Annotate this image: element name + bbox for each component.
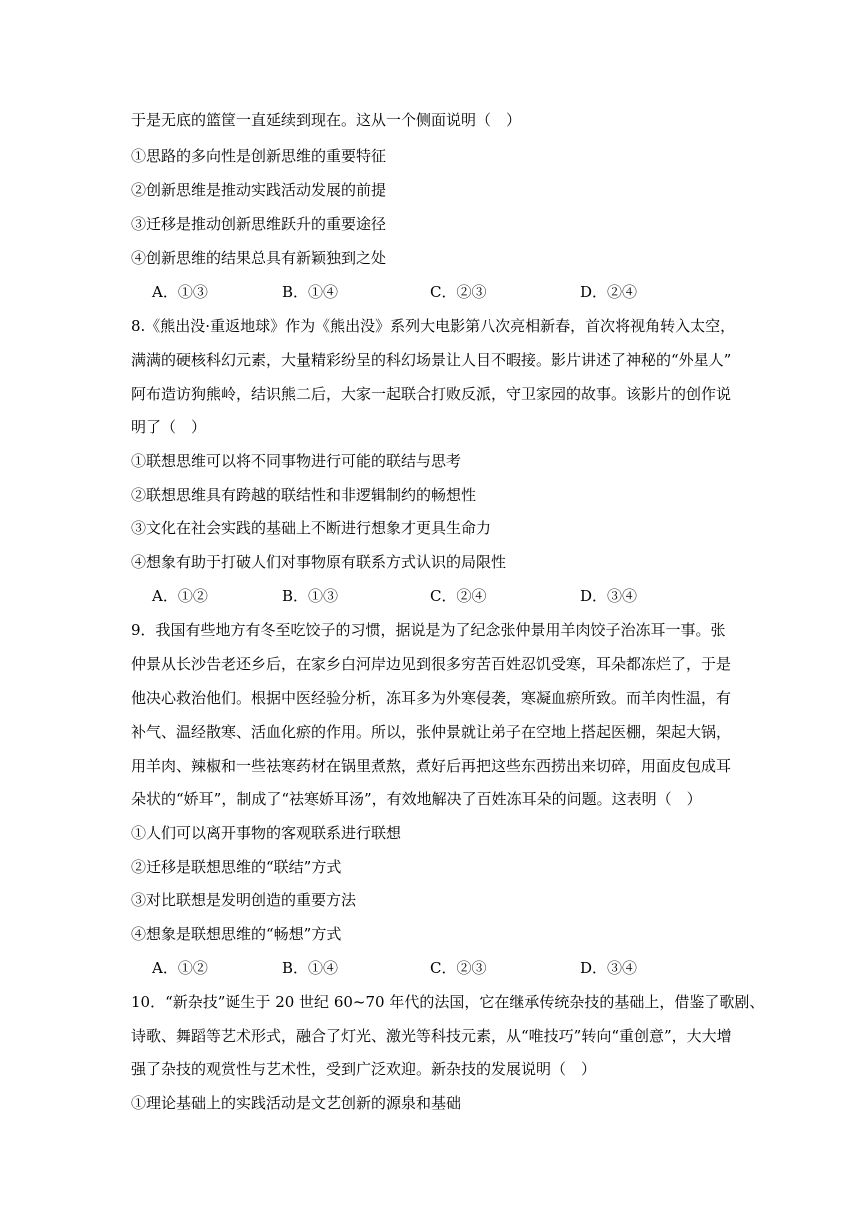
question-9-stem-line-5: 用羊肉、辣椒和一些祛寒药材在锅里煮熬，煮好后再把这些东西捞出来切碎，用面皮包成耳 [131, 757, 732, 775]
q9-statement-1: ①人们可以离开事物的客观联系进行联想 [131, 824, 402, 842]
question-8-stem-line-1: 8.《熊出没·重返地球》作为《熊出没》系列大电影第八次亮相新春，首次将视角转入太空， [131, 317, 736, 335]
q7-option-d: D．②④ [580, 283, 638, 301]
question-10-stem-line-3: 强了杂技的观赏性与艺术性，受到广泛欢迎。新杂技的发展说明（ ） [131, 1060, 597, 1078]
q8-option-c: C．②④ [430, 587, 487, 605]
question-9-stem-line-6: 朵状的“娇耳”，制成了“祛寒娇耳汤”，有效地解决了百姓冻耳朵的问题。这表明（ ） [131, 790, 702, 808]
q9-statement-3: ③对比联想是发明创造的重要方法 [131, 891, 357, 909]
q9-options [152, 958, 712, 978]
question-7-stem-end: 于是无底的篮筐一直延续到现在。这从一个侧面说明（ ） [131, 111, 522, 129]
q7-option-c: C．②③ [430, 283, 487, 301]
q8-option-b: B．①③ [282, 587, 339, 605]
question-10-stem-line-2: 诗歌、舞蹈等艺术形式，融合了灯光、激光等科技元素，从“唯技巧”转向“重创意”，大大增 [131, 1027, 732, 1045]
q7-options [152, 282, 712, 302]
q8-option-d: D．③④ [580, 587, 638, 605]
q9-option-b: B．①④ [282, 959, 339, 977]
q9-statement-2: ②迁移是联想思维的“联结”方式 [131, 858, 342, 876]
q7-option-b: B．①④ [282, 283, 339, 301]
q8-statement-3: ③文化在社会实践的基础上不断进行想象才更具生命力 [131, 519, 492, 537]
q7-statement-3: ③迁移是推动创新思维跃升的重要途径 [131, 215, 387, 233]
q10-statement-1: ①理论基础上的实践活动是文艺创新的源泉和基础 [131, 1094, 462, 1112]
question-9-stem-line-1: 9．我国有些地方有冬至吃饺子的习惯，据说是为了纪念张仲景用羊肉饺子治冻耳一事。张 [131, 621, 726, 639]
q8-options [152, 586, 712, 606]
q7-statement-2: ②创新思维是推动实践活动发展的前提 [131, 181, 387, 199]
question-10-stem-line-1: 10．“新杂技”诞生于 20 世纪 60~70 年代的法国，它在继承传统杂技的基础上，借鉴了歌剧、 [131, 993, 765, 1011]
q9-option-d: D．③④ [580, 959, 638, 977]
question-8-stem-line-4: 明了（ ） [131, 418, 207, 436]
q7-statement-4: ④创新思维的结果总具有新颖独到之处 [131, 249, 387, 267]
question-9-stem-line-4: 补气、温经散寒、活血化瘀的作用。所以，张仲景就让弟子在空地上搭起医棚，架起大锅， [131, 723, 732, 741]
q9-statement-4: ④想象是联想思维的“畅想”方式 [131, 925, 342, 943]
question-8-stem-line-2: 满满的硬核科幻元素，大量精彩纷呈的科幻场景让人目不暇接。影片讲述了神秘的“外星人” [131, 351, 732, 369]
q8-statement-1: ①联想思维可以将不同事物进行可能的联结与思考 [131, 452, 462, 470]
q7-option-a: A．①③ [152, 283, 208, 301]
question-8-stem-line-3: 阿布造访狗熊岭，结识熊二后，大家一起联合打败反派，守卫家园的故事。该影片的创作说 [131, 385, 732, 403]
question-9-stem-line-2: 仲景从长沙告老还乡后，在家乡白河岸边见到很多穷苦百姓忍饥受寒，耳朵都冻烂了，于是 [131, 655, 732, 673]
q8-statement-2: ②联想思维具有跨越的联结性和非逻辑制约的畅想性 [131, 486, 477, 504]
q9-option-a: A．①② [152, 959, 208, 977]
q9-option-c: C．②③ [430, 959, 487, 977]
q8-option-a: A．①② [152, 587, 208, 605]
q8-statement-4: ④想象有助于打破人们对事物原有联系方式认识的局限性 [131, 553, 507, 571]
q7-statement-1: ①思路的多向性是创新思维的重要特征 [131, 147, 387, 165]
question-9-stem-line-3: 他决心救治他们。根据中医经验分析，冻耳多为外寒侵袭，寒凝血瘀所致。而羊肉性温，有 [131, 689, 732, 707]
